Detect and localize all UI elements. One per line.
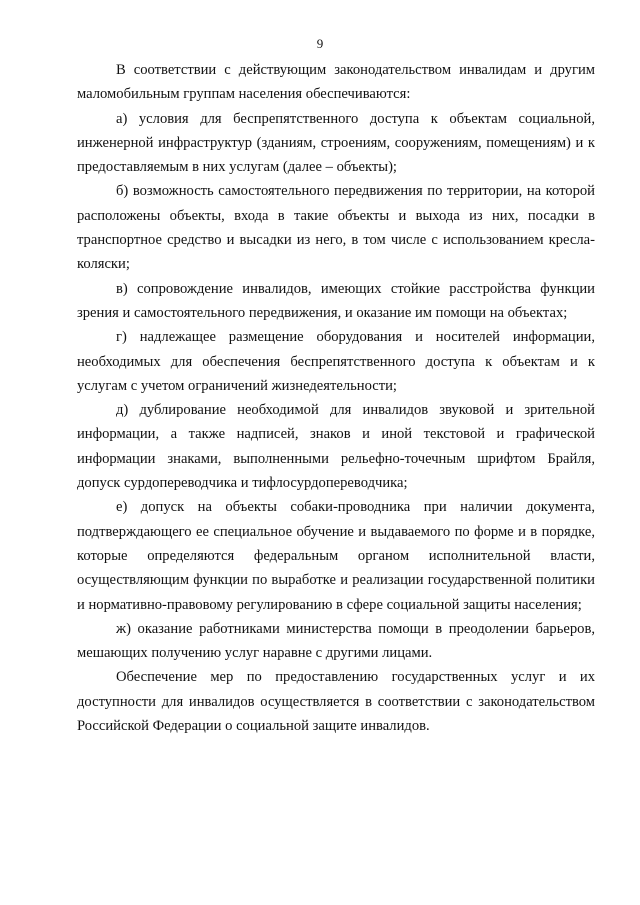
list-item-d: д) дублирование необходимой для инвалидов звуковой и зрительной информации, а также надписей, знаков и иной текстовой и графической информации знаками, выполненными рельефно-точечным шрифтом Брайля, допуск сурдопереводчика и тифлосурдопереводчика; (77, 402, 595, 492)
intro-paragraph: В соответствии с действующим законодательством инвалидам и другим маломобильным группам населения обеспечиваются: (77, 62, 595, 103)
list-item-v: в) сопровождение инвалидов, имеющих стойкие расстройства функции зрения и самостоятельного передвижения, и оказание им помощи на объектах; (77, 280, 595, 321)
closing-paragraph: Обеспечение мер по предоставлению государственных услуг и их доступности для инвалидов осуществляется в соответствии с законодательством Российской Федерации о социальной защите инвалидов. (77, 669, 595, 735)
list-item-e: е) допуск на объекты собаки-проводника при наличии документа, подтверждающего ее специальное обучение и выдаваемого по форме и в порядке, которые определяются федеральным органом исполнительной власти, осуществляющим функции по выработке и реализации государственной политики и нормативно-правовому регулированию в сфере социальной защиты населения; (77, 499, 595, 613)
list-item-zh: ж) оказание работниками министерства помощи в преодолении барьеров, мешающих получению услуг наравне с другими лицами. (77, 620, 595, 662)
page-number: 9 (316, 36, 324, 51)
list-item-b: б) возможность самостоятельного передвижения по территории, на которой расположены объекты, входа в такие объекты и выхода из них, посадки в транспортное средство и высадки из него, в том числе с использованием кресла-коляски; (77, 183, 595, 273)
document-body (77, 58, 595, 738)
list-item-g: г) надлежащее размещение оборудования и носителей информации, необходимых для обеспечения беспрепятственного доступа к объектам и к услугам с учетом ограничений жизнедеятельности; (77, 329, 595, 394)
list-item-a: а) условия для беспрепятственного доступа к объектам социальной, инженерной инфраструктур (зданиям, строениям, сооружениям, помещениям) и к предоставляемым в них услугам (далее – объекты); (77, 110, 595, 176)
